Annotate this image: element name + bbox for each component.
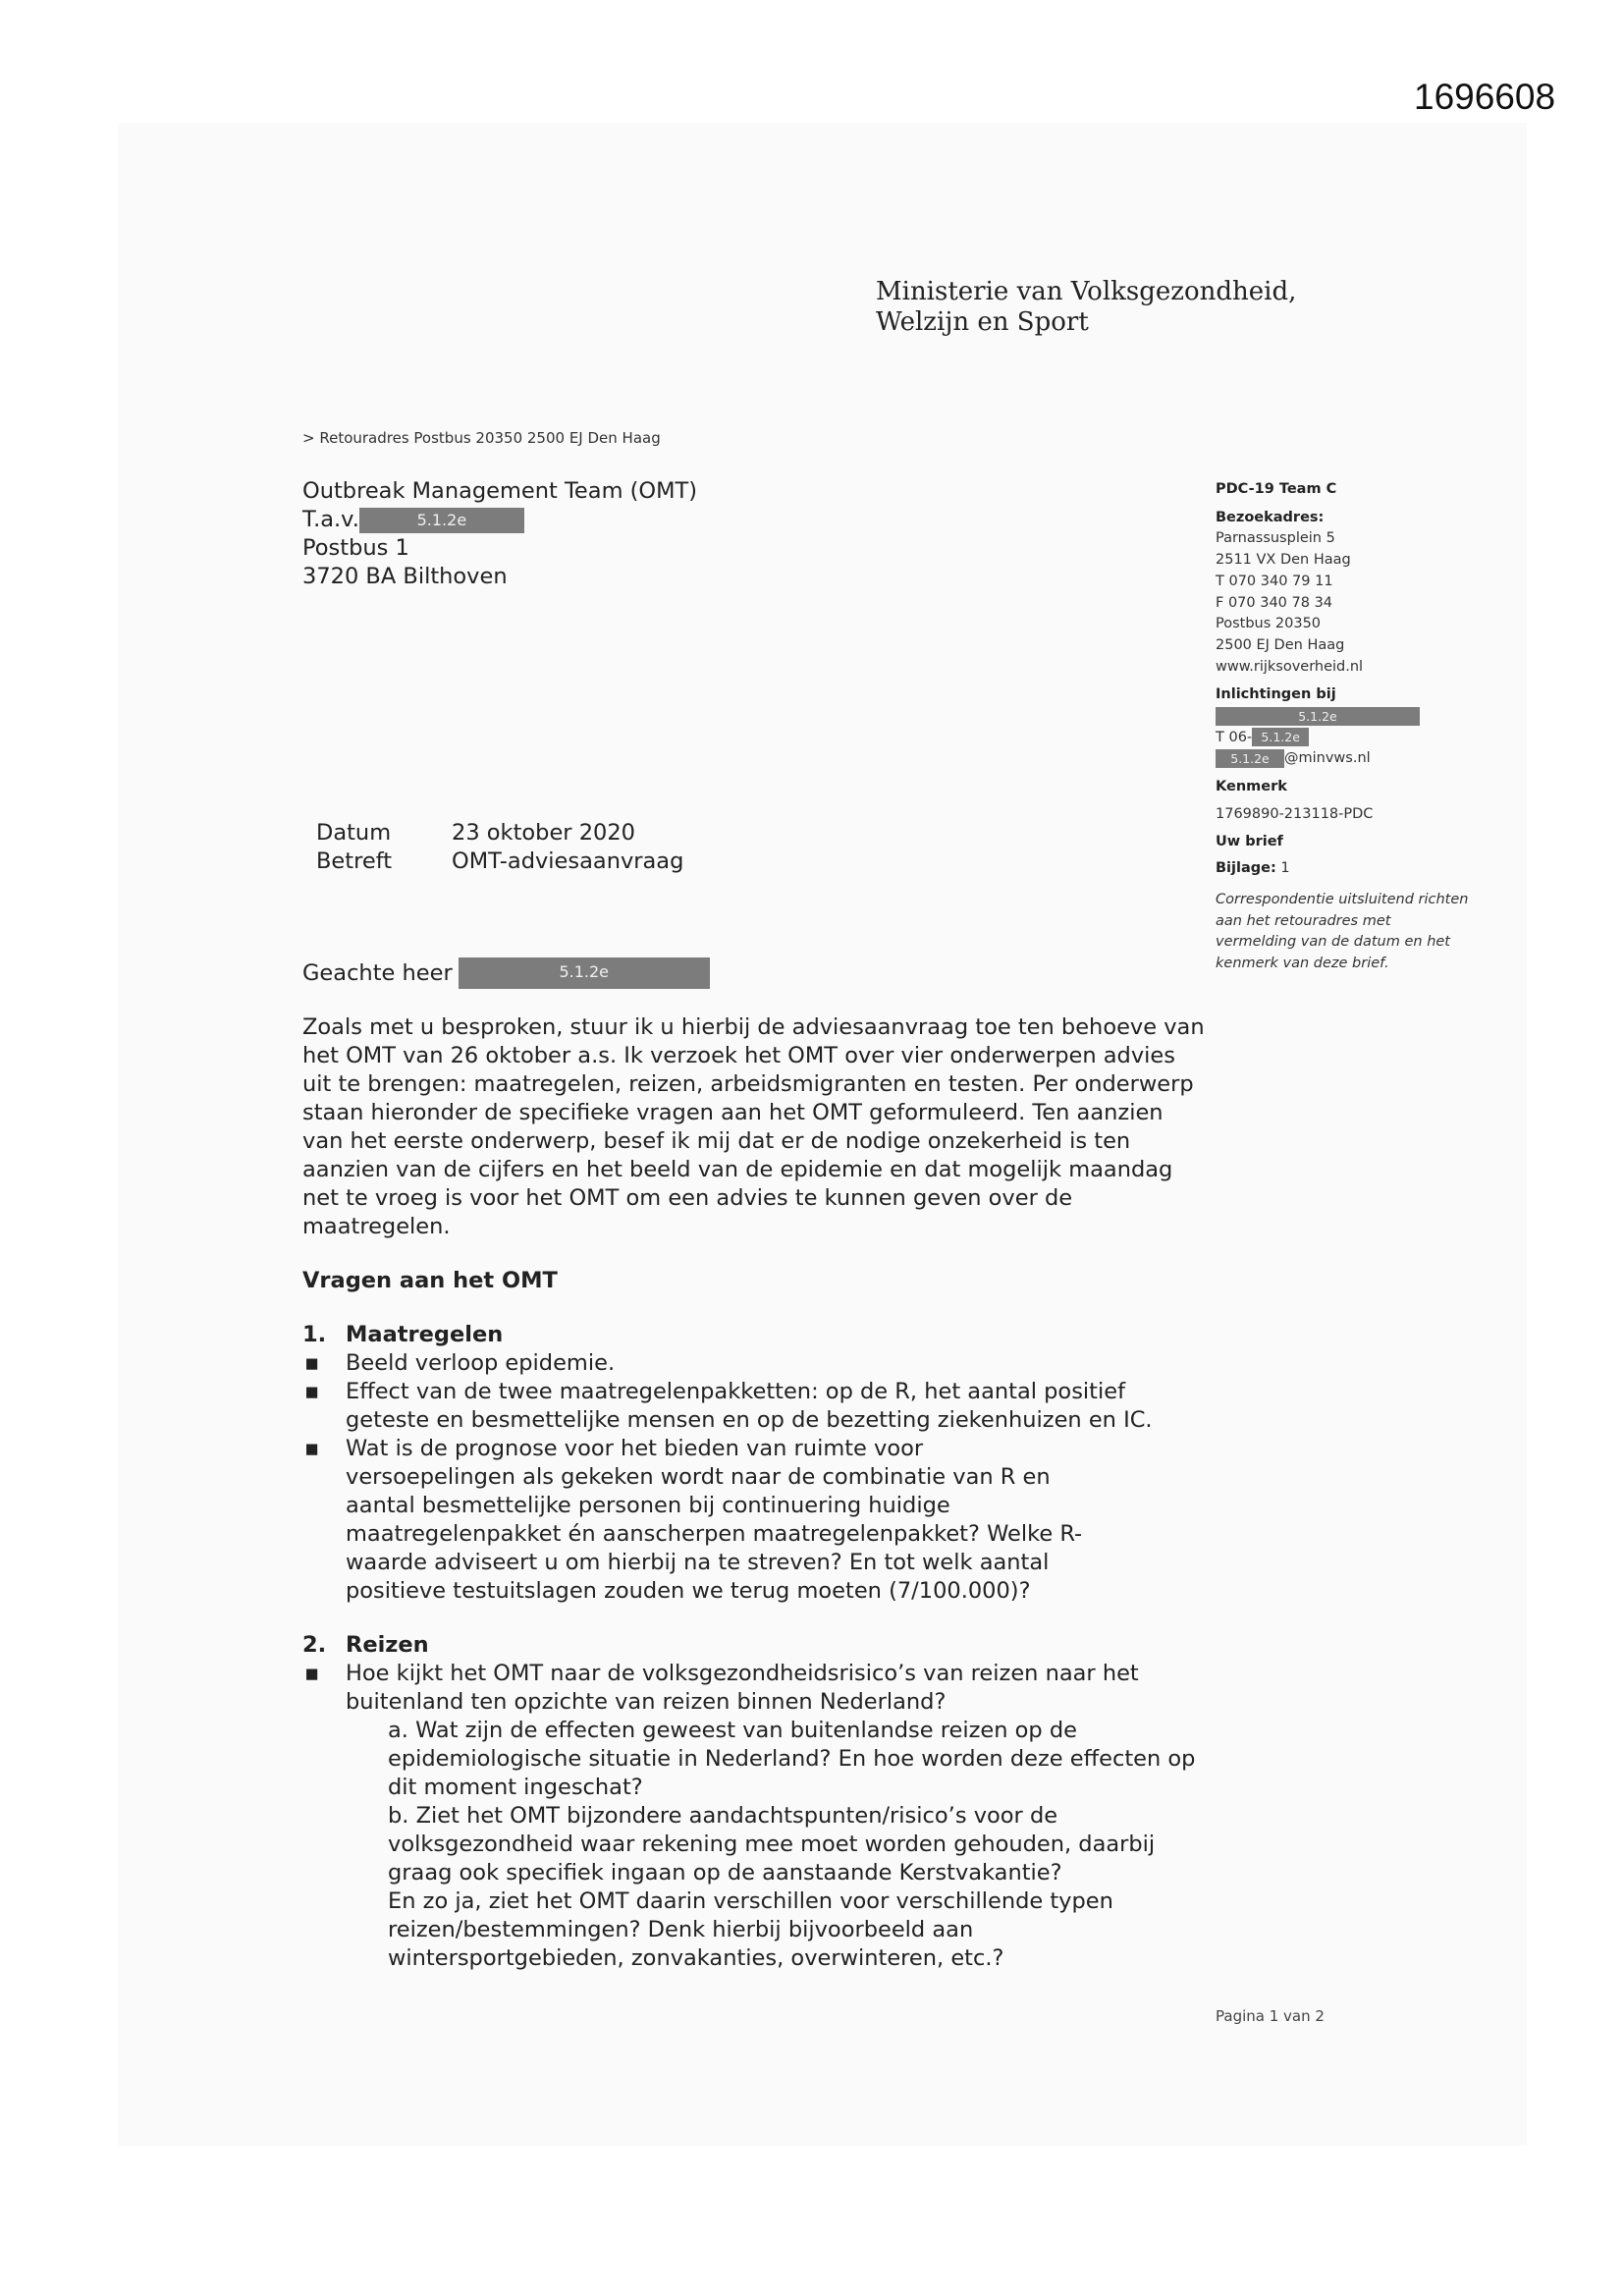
section-number: 2. xyxy=(302,1632,327,1658)
visit-line: 2500 EJ Den Haag xyxy=(1216,636,1345,653)
info-email-suffix: @minvws.nl xyxy=(1284,750,1371,767)
visit-line: Postbus 20350 xyxy=(1216,616,1322,632)
sub-question-b: b. Ziet het OMT bijzondere aandachtspunten/risico’s voor de volksgezondheid waar rekening mee moet worden gehouden, daarbij graag ook specifiek ingaan op de aanstaande Kerstvakantie? xyxy=(388,1803,1156,1886)
redaction-block: 5.1.2e xyxy=(1216,707,1420,726)
list-item: ▪ Wat is de prognose voor het bieden van ruimte voor versoepelingen als gekeken wordt naar de combinatie van R en aantal besmettelijke personen bij continuering huidige maatregelenpakket én aanscherpen maatregelenpakket? Welke R-waarde adviseert u om hierbij na te streven? En tot welk aantal positieve testuitslagen zouden we terug moeten (7/100.000)? xyxy=(304,1436,1083,1604)
bullet-icon: ▪ xyxy=(304,1661,320,1686)
ministry-line-2: Welzijn en Sport xyxy=(876,307,1089,337)
recipient-line-1: Outbreak Management Team (OMT) xyxy=(302,478,698,504)
visit-address-label: Bezoekadres: xyxy=(1216,509,1325,525)
questions-heading: Vragen aan het OMT xyxy=(302,1268,558,1293)
salutation-text: Geachte heer xyxy=(302,960,453,986)
visit-line: Parnassusplein 5 xyxy=(1216,530,1335,547)
bullet-icon: ▪ xyxy=(304,1379,320,1404)
team-name: PDC-19 Team C xyxy=(1216,481,1337,497)
info-phone-prefix: T 06- xyxy=(1216,729,1253,745)
section-heading xyxy=(302,1631,1206,1660)
section-title: Reizen xyxy=(346,1632,429,1658)
list-item: ▪ Beeld verloop epidemie. xyxy=(304,1350,616,1376)
ministry-line-1: Ministerie van Volksgezondheid, xyxy=(876,277,1297,306)
document-id: 1696608 xyxy=(1414,77,1556,117)
recipient-address xyxy=(302,477,697,591)
redaction-block: 5.1.2e xyxy=(1216,749,1284,768)
info-name-row xyxy=(1216,706,1471,728)
date-label: Datum xyxy=(316,820,392,846)
kenmerk-value: 1769890-213118-PDC xyxy=(1216,805,1374,822)
recipient-line-4: 3720 BA Bilthoven xyxy=(302,564,508,589)
visit-line: 2511 VX Den Haag xyxy=(1216,552,1351,569)
sub-question-c: En zo ja, ziet het OMT daarin verschillen voor verschillende typen reizen/bestemmingen? Denk hierbij bijvoorbeeld aan wintersportgebieden, zonvakanties, overwinteren, etc.? xyxy=(388,1888,1113,1971)
sidebar-info xyxy=(1216,479,1471,975)
salutation xyxy=(302,957,710,989)
info-label: Inlichtingen bij xyxy=(1216,686,1336,703)
section-title: Maatregelen xyxy=(346,1322,504,1347)
return-address: > Retouradres Postbus 20350 2500 EJ Den Haag xyxy=(302,429,661,447)
visit-line: www.rijksoverheid.nl xyxy=(1216,658,1364,675)
list-item: ▪ Hoe kijkt het OMT naar de volksgezondheidsrisico’s van reizen naar het buitenland ten opzichte van reizen binnen Nederland? xyxy=(304,1661,1139,1715)
list-item: ▪ Effect van de twee maatregelenpakketten: op de R, het aantal positief geteste en besmettelijke mensen en op de bezetting ziekenhuizen en IC. xyxy=(304,1379,1153,1433)
intro-paragraph: Zoals met u besproken, stuur ik u hierbij de adviesaanvraag toe ten behoeve van het OMT van 26 oktober a.s. Ik verzoek het OMT over vier onderwerpen advies uit te brengen: maatregelen, reizen, arbeidsmigranten en testen. Per onderwerp staan hieronder de specifieke vragen aan het OMT geformuleerd. Ten aanzien van het eerste onderwerp, besef ik mij dat er de nodige onzekerheid is ten aanzien van de cijfers en het beeld van de epidemie en dat mogelijk maandag net te vroeg is voor het OMT om een advies te kunnen geven over de maatregelen. xyxy=(302,1014,1205,1239)
bijlage-row xyxy=(1216,858,1471,880)
recipient-line-3: Postbus 1 xyxy=(302,535,409,561)
info-phone-row xyxy=(1216,728,1471,749)
page-number: Pagina 1 van 2 xyxy=(1216,2007,1325,2025)
section-number: 1. xyxy=(302,1322,327,1347)
tav-label: T.a.v. xyxy=(302,507,359,532)
letter-meta xyxy=(316,819,683,876)
ministry-logo-text xyxy=(876,277,1296,338)
redaction-block: 5.1.2e xyxy=(1252,728,1309,746)
info-email-row xyxy=(1216,748,1471,770)
letter-body xyxy=(302,1013,1206,1973)
bullet-icon: ▪ xyxy=(304,1350,320,1376)
date-value: 23 oktober 2020 xyxy=(452,820,635,846)
kenmerk-label: Kenmerk xyxy=(1216,779,1287,795)
bijlage-label: Bijlage: xyxy=(1216,860,1276,877)
subject-value: OMT-adviesaanvraag xyxy=(452,848,684,874)
subject-row xyxy=(316,847,683,876)
section-heading xyxy=(302,1321,1206,1349)
visit-line: T 070 340 79 11 xyxy=(1216,573,1333,589)
visit-line: F 070 340 78 34 xyxy=(1216,594,1333,611)
sub-question-a: a. Wat zijn de effecten geweest van buitenlandse reizen op de epidemiologische situatie in Nederland? En hoe worden deze effecten op dit moment ingeschat? xyxy=(388,1718,1196,1800)
bullet-icon: ▪ xyxy=(304,1436,320,1461)
bijlage-value: 1 xyxy=(1280,860,1290,877)
redaction-block: 5.1.2e xyxy=(459,957,710,989)
date-row xyxy=(316,819,683,847)
correspondence-note: Correspondentie uitsluitend richten aan het retouradres met vermelding van de datum en het kenmerk van deze brief. xyxy=(1216,891,1469,972)
redaction-block: 5.1.2e xyxy=(359,508,524,533)
subject-label: Betreft xyxy=(316,848,393,874)
recipient-line-2 xyxy=(302,506,697,534)
uw-brief-label: Uw brief xyxy=(1216,833,1283,849)
